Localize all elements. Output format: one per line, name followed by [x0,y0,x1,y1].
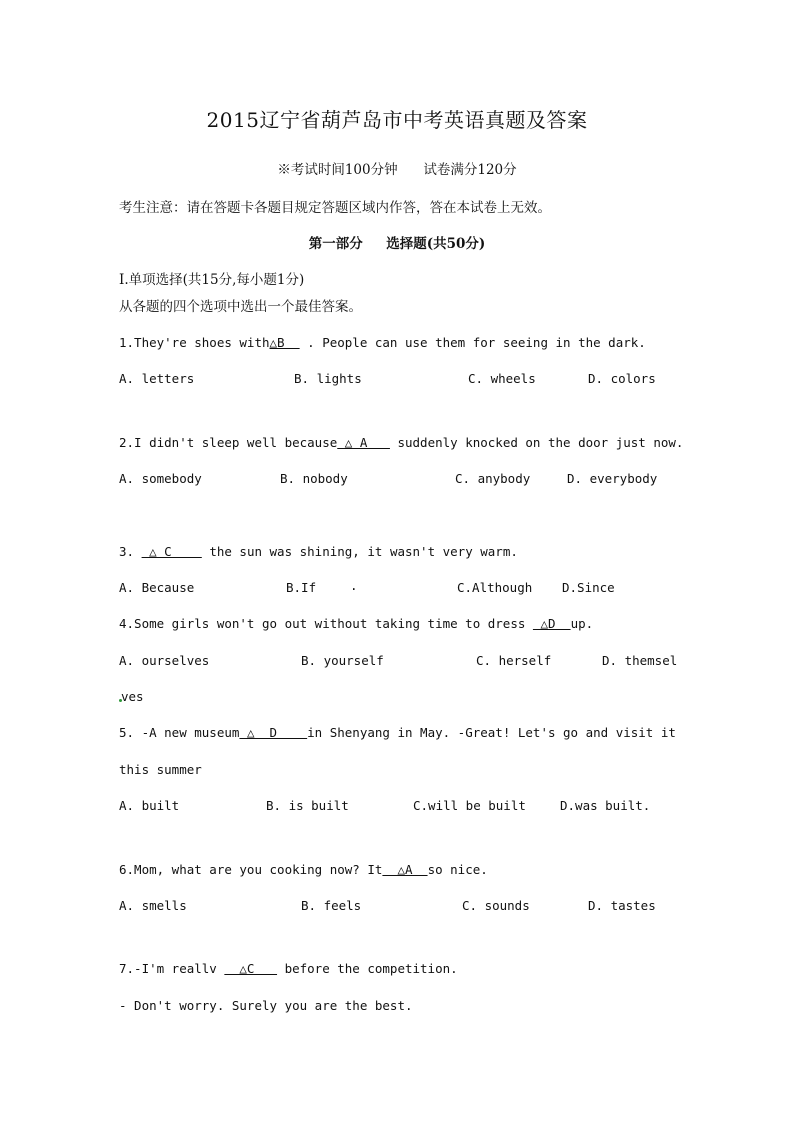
question-stem: 5. -A new museum [119,725,240,740]
question-stem-end: up. [570,616,594,631]
candidate-notice: 考生注意：请在答题卡各题目规定答题区域内作答，答在本试卷上无效。 [119,200,551,216]
question-stem-end: in Shenyang in May. -Great! Let's go and visit it [307,725,676,740]
question-5 [119,725,676,740]
question-7 [119,961,458,976]
question-stem-end: suddenly knocked on the door just now. [389,435,684,450]
option-a: A. somebody [119,471,202,486]
question-2 [119,435,683,450]
option-d: D. colors [588,371,656,386]
answer-blank: △D [532,616,571,631]
option-c: C.Although [457,580,533,595]
option-b: B. feels [301,898,362,913]
option-a: A. Because [119,580,195,595]
answer-blank: △A [382,862,428,877]
stray-mark: . [350,578,358,593]
question-5-line-2: this summer [119,762,202,777]
question-stem: 4.Some girls won't go out without taking time to dress [119,616,533,631]
question-stem-end: so nice. [427,862,488,877]
page-title: 2015辽宁省葫芦岛市中考英语真题及答案 [206,108,588,132]
question-4 [119,616,593,631]
answer-blank: △C [224,961,278,976]
part-title: 第一部分 选择题(共50分) [308,236,486,252]
question-6 [119,862,488,877]
question-stem: 3. [119,544,142,559]
section-title: I.单项选择(共15分,每小题1分) [119,272,305,288]
question-stem-end: . People can use them for seeing in the dark. [299,335,646,350]
option-b: B. nobody [280,471,348,486]
option-c: C. anybody [455,471,531,486]
option-d: D. tastes [588,898,656,913]
option-d-wrap: ves [121,689,144,704]
option-d: D. everybody [567,471,658,486]
question-1 [119,335,646,350]
answer-blank: △ C [141,544,202,559]
option-b: B. is built [266,798,349,813]
option-d: D. themsel [602,653,678,668]
question-stem: 6.Mom, what are you cooking now? It [119,862,383,877]
option-c: C. wheels [468,371,536,386]
option-d: D.Since [562,580,615,595]
option-a: A. smells [119,898,187,913]
option-b: B. lights [294,371,362,386]
option-a: A. built [119,798,180,813]
answer-blank: △B [269,335,300,350]
question-stem-end: before the competition. [277,961,458,976]
option-b: B. yourself [301,653,384,668]
question-stem: 1.They're shoes with [119,335,270,350]
option-c: C.will be built [413,798,526,813]
option-b: B.If [286,580,317,595]
option-d: D.was built. [560,798,651,813]
question-3 [119,544,518,559]
question-7-line-2: - Don't worry. Surely you are the best. [119,998,413,1013]
question-stem: 7.-I'm reallv [119,961,225,976]
question-stem: 2.I didn't sleep well because [119,435,338,450]
option-c: C. herself [476,653,552,668]
answer-blank: △ D [239,725,308,740]
option-c: C. sounds [462,898,530,913]
section-instruction: 从各题的四个选项中选出一个最佳答案。 [119,299,362,315]
answer-blank: △ A [337,435,390,450]
exam-info: ※考试时间100分钟 试卷满分120分 [277,162,517,178]
option-a: A. letters [119,371,195,386]
option-a: A. ourselves [119,653,210,668]
question-stem-end: the sun was shining, it wasn't very warm. [201,544,518,559]
